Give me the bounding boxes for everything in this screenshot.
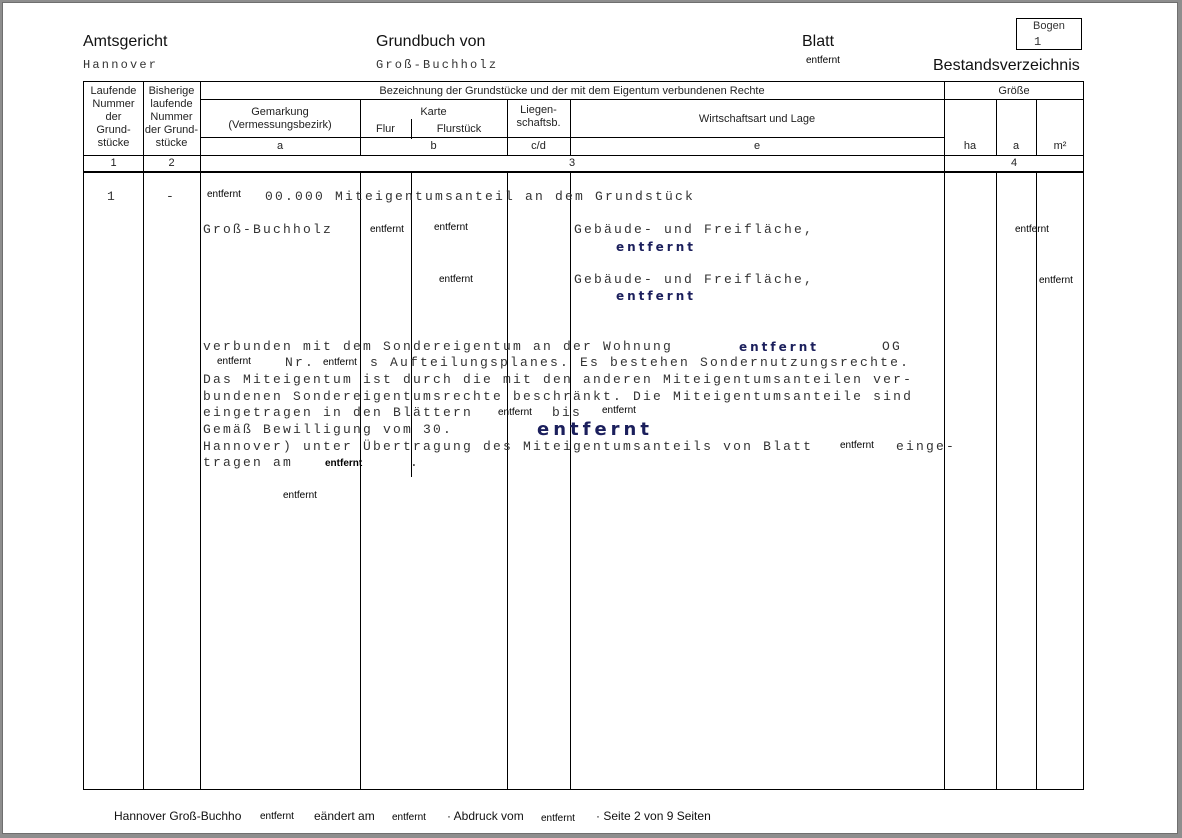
col-header-gemarkung: [200, 106, 360, 132]
entry-flurstueck: entfernt: [434, 222, 468, 233]
entry-flurstueck-2: entfernt: [439, 274, 473, 285]
redacted-text: entfernt: [323, 357, 357, 368]
col-divider: [200, 81, 201, 790]
redacted-text: entfernt: [840, 440, 874, 451]
col-divider: [1036, 172, 1037, 790]
entry-wirtschaftsart-2: Gebäude- und Freifläche,: [574, 272, 815, 287]
description-line: verbunden mit dem Sondereigentum an der Wohnung: [203, 339, 674, 354]
description-line: .: [410, 455, 421, 470]
header-line: der Grund-: [144, 124, 199, 136]
footer-page-info: · Seite 2 von 9 Seiten: [596, 809, 711, 823]
col-header-wirtschaftsart: Wirtschaftsart und Lage: [698, 113, 816, 125]
court-value: Hannover: [83, 58, 159, 72]
description-line: Nr.: [285, 355, 316, 370]
bogen-label: Bogen: [1033, 20, 1065, 32]
col-header-groesse: Größe: [998, 85, 1030, 97]
header-line: stücke: [155, 137, 188, 149]
section-title: Bestandsverzeichnis: [933, 57, 1080, 74]
col-letter-a: a: [276, 140, 284, 152]
redacted-text: entfernt: [537, 419, 653, 440]
court-label: Amtsgericht: [83, 33, 168, 50]
col-header-liegenschaftsbuch: [507, 104, 570, 130]
row-divider: [200, 137, 944, 138]
header-line: schaftsb.: [516, 117, 561, 129]
document-page: [2, 2, 1178, 834]
sheet-label: Blatt: [802, 33, 835, 50]
col-letter-b: b: [430, 140, 437, 152]
row-divider: [200, 99, 1084, 100]
footer-changed: eändert am: [314, 809, 375, 823]
description-line: Hannover) unter Übertragung des Miteigentumsanteils von Blatt: [203, 439, 814, 454]
entry-lage-1: entfernt: [616, 240, 696, 254]
col-header-lfd-nr: [84, 85, 143, 150]
col-divider: [944, 81, 945, 790]
description-line: bis: [552, 405, 583, 420]
footer-redacted: entfernt: [260, 811, 294, 822]
col-header-bisherige-nr: [143, 85, 200, 150]
description-line: Gemäß Bewilligung vom 30.: [203, 422, 454, 437]
entry-m2-1: entfernt: [1015, 224, 1049, 235]
header-line: laufende: [150, 98, 193, 110]
col-header-flur: Flur: [376, 123, 395, 135]
footer-location: Hannover Groß-Buchho: [114, 809, 242, 823]
description-line: OG: [882, 339, 903, 354]
sheet-value: entfernt: [806, 55, 840, 66]
header-line: (Vermessungsbezirk): [228, 119, 332, 131]
header-line: Gemarkung: [251, 106, 309, 118]
row-divider: [83, 155, 1084, 156]
book-value: Groß-Buchholz: [376, 58, 499, 72]
col-letter-e: e: [753, 140, 761, 152]
header-line: Grund-: [96, 124, 131, 136]
row-divider: [83, 171, 1084, 173]
entry-share-text: 00.000 Miteigentumsanteil an dem Grundstück: [265, 189, 696, 204]
entry-m2-2: entfernt: [1039, 275, 1073, 286]
header-line: Liegen-: [520, 104, 557, 116]
header-line: Nummer: [92, 98, 135, 110]
col-divider: [996, 172, 997, 790]
entry-lfd-nr: 1: [107, 189, 118, 204]
entry-wirtschaftsart-1: Gebäude- und Freifläche,: [574, 222, 815, 237]
footer-printout: · Abdruck vom: [447, 809, 524, 823]
description-line: bundenen Sondereigentumsrechte beschränkt. Die Miteigentumsanteile sind: [203, 389, 914, 404]
header-line: Laufende: [90, 85, 137, 97]
header-line: Bisherige: [148, 85, 195, 97]
redacted-text: entfernt: [498, 407, 532, 418]
book-label: Grundbuch von: [376, 33, 486, 50]
footer-redacted: entfernt: [392, 812, 426, 823]
header-line: Nummer: [150, 111, 193, 123]
redacted-text: entfernt: [739, 340, 819, 354]
col-number-4: 4: [1010, 157, 1018, 169]
redacted-text: entfernt: [325, 458, 363, 469]
description-line: eingetragen in den Blättern: [203, 405, 474, 420]
redacted-text: entfernt: [217, 356, 251, 367]
entry-bisherige-nr: -: [166, 189, 177, 204]
header-line: stücke: [97, 137, 130, 149]
description-line: s Aufteilungsplanes. Es bestehen Sondernutzungsrechte.: [370, 355, 911, 370]
col-number-2: 2: [168, 157, 175, 169]
entry-lage-2: entfernt: [616, 289, 696, 303]
description-line: tragen am: [203, 455, 294, 470]
col-divider: [360, 172, 361, 790]
footer-redacted: entfernt: [541, 813, 575, 824]
entry-gemarkung: Groß-Buchholz: [203, 222, 334, 237]
col-header-karte: Karte: [420, 106, 447, 118]
col-header-a: a: [1012, 140, 1020, 152]
col-header-bezeichnung: Bezeichnung der Grundstücke und der mit dem Eigentum verbundenen Rechte: [379, 85, 765, 97]
redacted-text: entfernt: [207, 189, 241, 200]
description-line: einge-: [896, 439, 957, 454]
col-number-1: 1: [110, 157, 117, 169]
col-number-3: 3: [568, 157, 576, 169]
description-line: Das Miteigentum ist durch die mit den anderen Miteigentumsanteilen ver-: [203, 372, 914, 387]
col-header-m2: m²: [1053, 140, 1067, 152]
bogen-value: 1: [1034, 35, 1042, 49]
header-line: der: [105, 111, 122, 123]
col-header-ha: ha: [963, 140, 977, 152]
redacted-text: entfernt: [602, 405, 636, 416]
col-letter-cd: c/d: [531, 140, 546, 152]
col-divider: [507, 172, 508, 790]
col-header-flurstueck: Flurstück: [436, 123, 482, 135]
signature-redacted: entfernt: [283, 490, 317, 501]
col-divider: [143, 81, 144, 790]
bogen-box: [1016, 18, 1082, 50]
col-divider: [570, 172, 571, 790]
entry-flur: entfernt: [370, 224, 404, 235]
